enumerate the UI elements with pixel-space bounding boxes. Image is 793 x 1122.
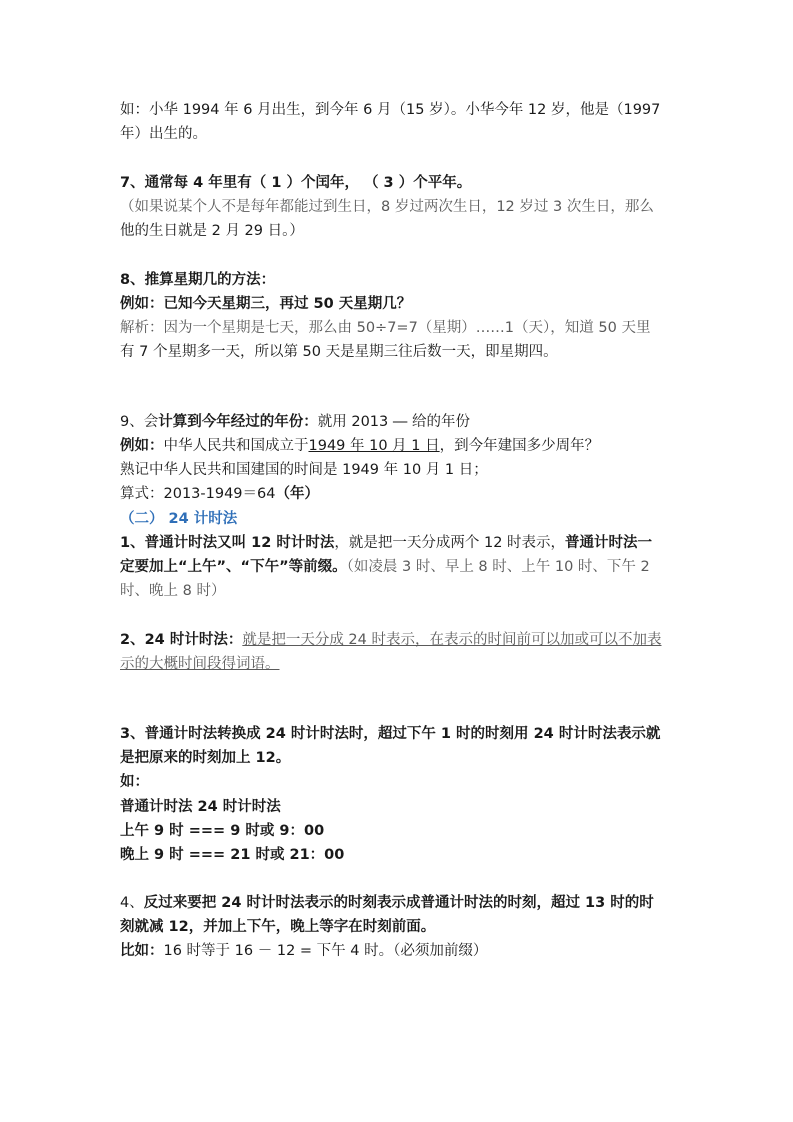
sec9-title-bold: 计算到今年经过的年份： [158,414,318,430]
part2-p1-mid: ，就是把一天分成两个 12 时表示， [334,535,566,551]
part2-p4-eg-text: 16 时等于 16 － 12 = 下午 4 时。（必须加前缀） [163,943,488,959]
sec6-line2: 年）出生的。 [120,126,207,142]
part2-p3-eg: 如： [120,774,149,790]
part2-p4-eg-label: 比如： [120,943,164,959]
part2-p4-line2: 刻就减 12，并加上下午，晚上等字在时刻前面。 [120,919,436,935]
sec8-analysis-line2: 有 7 个星期多一天，所以第 50 天是星期三往后数一天，即星期四。 [120,344,558,360]
part2-p2-line2 [120,652,680,676]
part2-p3-row2: 晚上 9 时 === 21 时或 21：00 [120,847,345,863]
sec9-example [120,434,680,458]
part2-p1-bold1: 1、普通计时法又叫 12 时计时法 [120,535,335,551]
sec9-example-date: 1949 年 10 月 1 日 [308,438,440,454]
part2-p4-line1-text: 反过来要把 24 时计时法表示的时刻表示成普通计时法的时刻，超过 13 时的时 [143,895,654,911]
part2-p1-line2-rest: （如凌晨 3 时、早上 8 时、上午 10 时、下午 2 [346,559,650,575]
sec9-remember: 熟记中华人民共和国建国的时间是 1949 年 10 月 1 日； [120,462,488,478]
part2-heading: （二） 24 计时法 [120,511,238,527]
sec7-note-line2: 他的生日就是 2 月 29 日。） [120,223,304,239]
sec9-example-prefix: 中华人民共和国成立于 [163,438,309,454]
sec9-title [120,410,680,434]
part2-p3-line2: 是把原来的时刻加上 12。 [120,750,291,766]
part2-p1-line1 [120,531,680,555]
sec9-formula-unit: （年） [275,486,319,502]
part2-p1-line2-bold: 定要加上“上午”、“下午”等前缀。 [120,559,347,575]
sec6-line1: 如：小华 1994 年 6 月出生，到今年 6 月（15 岁）。小华今年 12 岁，他是（1997 [120,102,661,118]
sec7-title: 7、通常每 4 年里有（ 1 ）个闰年， （ 3 ）个平年。 [120,175,472,191]
part2-p1-line3: 时、晚上 8 时） [120,583,226,599]
sec9-formula-text: 算式：2013-1949＝64 [120,486,276,502]
part2-p2-underline2: 示的大概时间段得词语。 [120,656,280,672]
sec8-analysis-line1: 解析：因为一个星期是七天，那么由 50÷7=7（星期）……1（天），知道 50 天里 [120,320,651,336]
sec9-title-prefix: 9、会 [120,414,159,430]
part2-p4-example [120,939,680,963]
part2-p2-underline1: 就是把一天分成 24 时表示，在表示的时间前可以加或可以不加表 [242,632,662,648]
sec9-example-suffix: ，到今年建国多少周年？ [439,438,600,454]
sec9-formula [120,482,680,506]
part2-p1-bold2: 普通计时法一 [565,535,653,551]
part2-p2-line1 [120,628,680,652]
part2-p2-bold: 2、24 时计时法： [120,632,243,648]
part2-p4-line1 [120,891,680,915]
part2-p3-row1: 上午 9 时 === 9 时或 9：00 [120,823,325,839]
part2-p1-line2 [120,555,680,579]
sec9-title-suffix: 就用 2013 ― 给的年份 [317,414,470,430]
part2-p3-line1: 3、普通计时法转换成 24 时计时法时，超过下午 1 时的时刻用 24 时计时法表示就 [120,726,661,742]
part2-p3-table-header: 普通计时法 24 时计时法 [120,799,281,815]
sec8-title: 8、推算星期几的方法： [120,272,276,288]
sec8-example: 例如：已知今天星期三，再过 50 天星期几？ [120,296,412,312]
part2-p4-num: 4、 [120,895,144,911]
sec9-example-label: 例如： [120,438,164,454]
sec7-note-line1: （如果说某个人不是每年都能过到生日，8 岁过两次生日，12 岁过 3 次生日，那么 [120,199,654,215]
